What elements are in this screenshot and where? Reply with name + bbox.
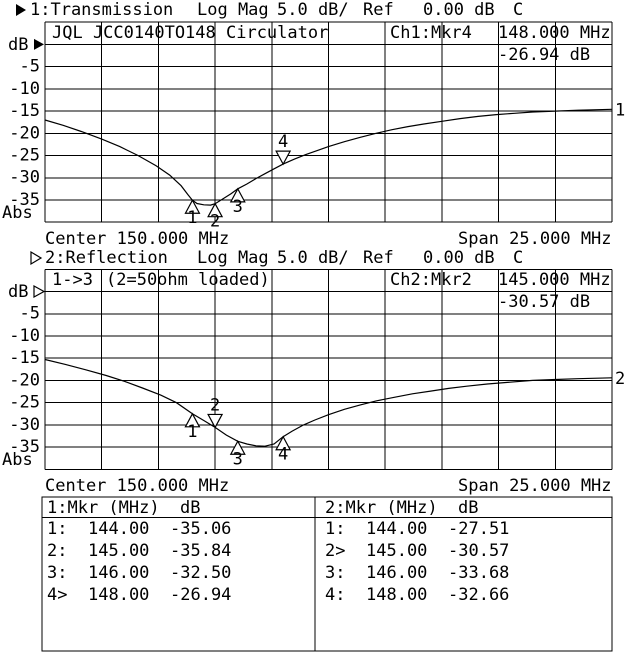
marker-table-cell-number: 3:: [47, 563, 68, 583]
ch2-ref-label: Ref: [363, 248, 394, 268]
y-tick-label: -5: [19, 56, 40, 77]
ch2-load-note: (2=50ohm loaded): [106, 270, 270, 290]
marker-table-cell-number: 2>: [325, 541, 346, 561]
y-tick-label: -10: [9, 325, 40, 346]
ch2-span: Span 25.000 MHz: [458, 476, 612, 496]
marker-table-cell-frequency: 146.00: [88, 563, 150, 583]
y-tick-label: -25: [9, 145, 40, 166]
ch2-y-unit-label: dB: [8, 282, 29, 302]
marker-table-cell-db: -26.94: [170, 585, 232, 605]
ch2-center-frequency: Center 150.000 MHz: [45, 476, 230, 496]
ch1-status-flag: C: [513, 0, 524, 20]
ch1-marker-readout-value: -26.94 dB: [498, 45, 591, 65]
ch2-scale-label: 5.0 dB/: [277, 248, 349, 268]
ch1-abs-label: Abs: [2, 203, 33, 223]
marker-table-right-header: 2:Mkr (MHz): [325, 498, 438, 518]
marker-table-cell-db: -35.84: [170, 541, 232, 561]
y-tick-label: -30: [9, 167, 40, 188]
ch2-marker-readout-value: -30.57 dB: [498, 292, 591, 312]
y-tick-label: -20: [9, 370, 40, 391]
ch1-center-frequency: Center 150.000 MHz: [45, 229, 230, 249]
ch1-active-triangle-icon: [16, 4, 26, 16]
marker-table-cell-frequency: 148.00: [88, 585, 150, 605]
ch2-marker-readout-label: Ch2:Mkr2: [390, 270, 472, 290]
marker-table-cell-db: -33.68: [448, 563, 510, 583]
ch1-ref-level-arrow-icon: [34, 39, 44, 50]
ch1-y-unit-label: dB: [8, 35, 29, 55]
marker-table-cell-frequency: 144.00: [88, 519, 150, 539]
y-tick-label: -5: [19, 303, 40, 324]
marker-table-cell-db: -35.06: [170, 519, 232, 539]
ch1-marker-readout-label: Ch1:Mkr4: [390, 23, 472, 43]
ch2-measurement-label: 2:Reflection: [45, 248, 168, 268]
marker-table-cell-number: 1:: [325, 519, 346, 539]
y-tick-label: -35: [9, 437, 40, 458]
ch2-abs-label: Abs: [2, 450, 33, 470]
y-tick-label: -25: [9, 392, 40, 413]
marker-number-label: 1: [187, 421, 198, 442]
marker-table-left-unit-header: dB: [180, 498, 201, 518]
ch1-format-label: Log Mag: [197, 0, 269, 20]
y-tick-label: -15: [9, 348, 40, 369]
ch1-device-title: JQL JCC0140TO148 Circulator: [52, 23, 329, 43]
marker-table-cell-frequency: 145.00: [366, 541, 428, 561]
ch2-triangle-icon: [31, 252, 41, 264]
marker-2-active-icon: [208, 414, 222, 427]
ch2-status-flag: C: [513, 248, 524, 268]
marker-table-cell-frequency: 146.00: [366, 563, 428, 583]
ch1-marker-readout-freq: 148.000 MHz: [498, 23, 611, 43]
marker-number-label: 4: [278, 132, 289, 153]
marker-number-label: 3: [232, 196, 243, 217]
marker-table-cell-number: 1:: [47, 519, 68, 539]
y-tick-label: -30: [9, 414, 40, 435]
ch2-port-path-label: 1->3: [52, 270, 93, 290]
trace-number-label: 2: [615, 368, 626, 389]
y-tick-label: -20: [9, 123, 40, 144]
marker-table-cell-number: 3:: [325, 563, 346, 583]
ch1-ref-value: 0.00 dB: [423, 0, 495, 20]
y-tick-label: -15: [9, 101, 40, 122]
ch1-measurement-label: 1:Transmission: [30, 0, 174, 20]
ch2-marker-readout-freq: 145.000 MHz: [498, 270, 611, 290]
marker-table-cell-frequency: 148.00: [366, 585, 428, 605]
marker-table-cell-number: 2:: [47, 541, 68, 561]
ch1-ref-label: Ref: [363, 0, 394, 20]
y-tick-label: -35: [9, 189, 40, 210]
marker-number-label: 2: [209, 395, 221, 416]
marker-table-cell-number: 4:: [325, 585, 346, 605]
y-tick-label: -10: [9, 78, 40, 99]
ch1-scale-label: 5.0 dB/: [277, 0, 349, 20]
ch2-format-label: Log Mag: [197, 248, 269, 268]
marker-table-right-unit-header: dB: [458, 498, 479, 518]
marker-table-left-header: 1:Mkr (MHz): [47, 498, 160, 518]
ch2-ref-value: 0.00 dB: [423, 248, 495, 268]
marker-number-label: 4: [278, 444, 289, 465]
marker-table-cell-frequency: 145.00: [88, 541, 150, 561]
marker-number-label: 2: [209, 211, 221, 232]
ch1-span: Span 25.000 MHz: [458, 229, 612, 249]
trace-number-label: 1: [615, 100, 626, 121]
marker-table-cell-db: -30.57: [448, 541, 510, 561]
ch2-ref-level-arrow-icon: [34, 286, 44, 297]
marker-table-cell-db: -32.50: [170, 563, 232, 583]
marker-table-cell-number: 4>: [47, 585, 68, 605]
marker-number-label: 3: [232, 449, 243, 470]
marker-table-cell-db: -27.51: [448, 519, 510, 539]
marker-table-cell-frequency: 144.00: [366, 519, 428, 539]
marker-table-cell-db: -32.66: [448, 585, 510, 605]
marker-number-label: 1: [187, 208, 198, 229]
